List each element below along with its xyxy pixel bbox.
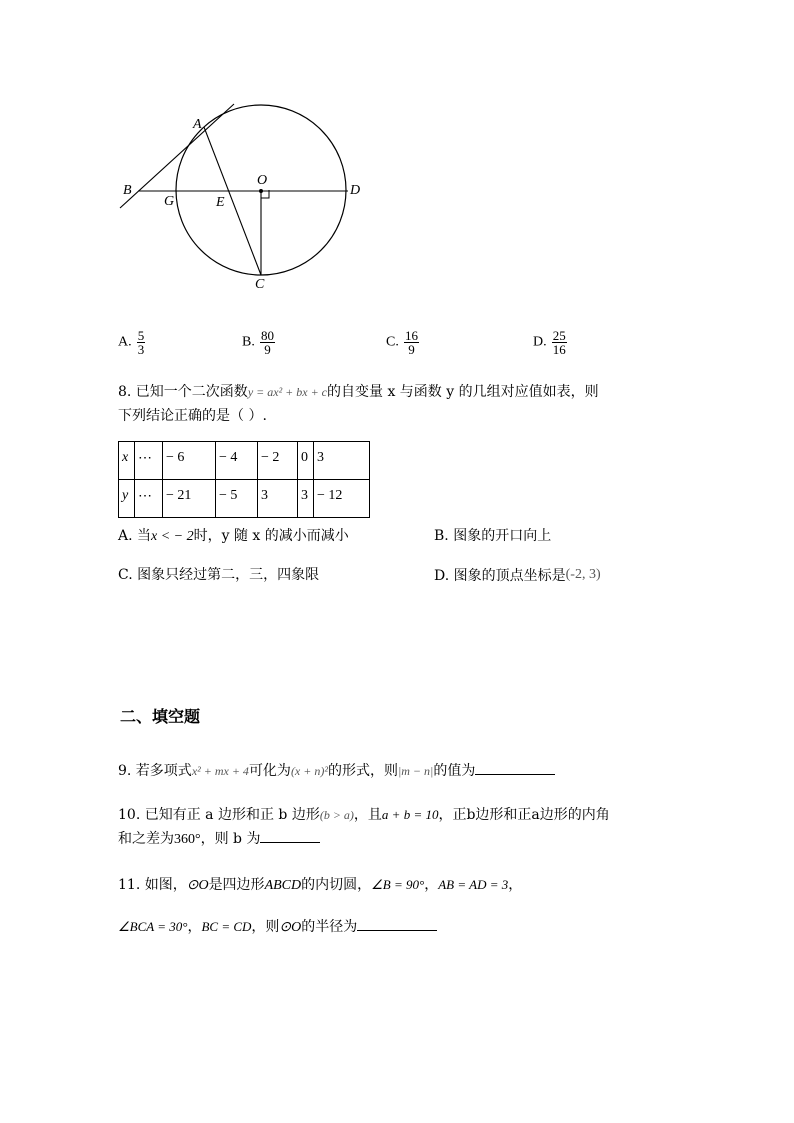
q10-cond: (b > a)	[319, 808, 354, 822]
table-cell: ⋯	[135, 480, 163, 518]
table-cell: − 21	[163, 480, 216, 518]
q11-angle-b: ∠B = 90°	[371, 877, 425, 892]
q8-line2: 下列结论正确的是（ ）.	[118, 408, 267, 424]
denominator: 9	[408, 342, 415, 357]
q8-option-a[interactable]	[118, 527, 349, 546]
q10-p2: ，且	[353, 807, 382, 823]
q8-option-a-label: A. 当	[118, 528, 152, 544]
q11-p4: ，则	[251, 919, 280, 935]
q9-mid: 可化为	[248, 763, 291, 779]
q11-line1	[118, 876, 522, 895]
q11-sep2: ，	[187, 919, 202, 935]
q11-bc: BC = CD	[201, 919, 252, 934]
denominator: 3	[137, 342, 145, 357]
q11-quad: ABCD	[264, 878, 302, 893]
table-cell: 3	[258, 480, 298, 518]
q11-ab: AB = AD = 3	[438, 877, 509, 892]
q7-option-d[interactable]	[533, 329, 567, 356]
label-o: O	[257, 173, 268, 188]
table-cell: − 4	[216, 442, 258, 480]
table-cell: 3	[298, 480, 314, 518]
label-g: G	[164, 194, 175, 209]
option-letter: C.	[386, 334, 399, 350]
circle-figure	[110, 100, 380, 300]
numerator: 80	[260, 328, 274, 343]
fraction	[260, 329, 275, 356]
table-cell: ⋯	[135, 442, 163, 480]
q8-option-a-rest: 时，y 随 x 的减小而减小	[193, 528, 349, 544]
label-e: E	[216, 195, 225, 210]
q11-p3: 的内切圆，	[301, 877, 372, 893]
table-row-x	[119, 442, 370, 480]
q8-option-d-math: (-2, 3)	[565, 567, 601, 582]
q11-angle-bca: ∠BCA = 30°	[118, 919, 188, 934]
chord-ac	[204, 127, 261, 275]
q11-comma: ，	[508, 877, 523, 893]
q11-circ: ⊙O	[186, 878, 209, 893]
q8-option-b[interactable]: B. 图象的开口向上	[434, 528, 552, 544]
label-d: D	[350, 183, 361, 198]
option-letter: D.	[533, 334, 547, 350]
q7-option-c[interactable]	[386, 329, 419, 356]
q9-abs: |m − n|	[397, 764, 434, 778]
fraction	[404, 329, 419, 356]
q10-angle: 360°	[174, 832, 201, 847]
table-cell: 3	[314, 442, 370, 480]
answer-blank[interactable]	[475, 774, 555, 775]
q8-option-d[interactable]	[434, 566, 601, 585]
q9-line	[118, 762, 555, 780]
label-b: B	[123, 183, 132, 198]
q7-option-b[interactable]	[242, 329, 275, 356]
denominator: 16	[552, 342, 566, 357]
q8-option-c[interactable]: C. 图象只经过第二，三，四象限	[118, 567, 320, 583]
q11-p5: 的半径为	[301, 919, 358, 935]
q8-line1	[118, 383, 599, 401]
table-cell: 0	[298, 442, 314, 480]
option-letter: A.	[118, 334, 132, 350]
q10-p3: ，正b边形和正a边形的内角	[438, 807, 610, 823]
q11-p1: 11. 如图，	[118, 877, 187, 893]
q11-sep: ，	[424, 877, 439, 893]
q8-middle: 的自变量 x 与函数 y 的几组对应值如表，则	[327, 384, 599, 400]
denominator: 9	[264, 342, 271, 357]
q7-option-a[interactable]	[118, 329, 145, 356]
q10-p5: ，则 b 为	[200, 831, 261, 847]
numerator: 16	[404, 328, 418, 343]
q9-poly: x² + mx + 4	[191, 764, 249, 778]
answer-blank[interactable]	[357, 930, 437, 931]
option-letter: B.	[242, 334, 255, 350]
fraction	[137, 329, 146, 356]
q8-prefix: 8. 已知一个二次函数	[118, 384, 248, 400]
fraction	[552, 329, 567, 356]
center-dot	[259, 189, 263, 193]
q9-suffix: 的值为	[433, 763, 476, 779]
q10-eq: a + b = 10	[381, 807, 439, 822]
table-cell: y	[119, 480, 135, 518]
q11-p2: 是四边形	[208, 877, 265, 893]
tangent-line-ba	[120, 104, 234, 208]
table-cell: − 2	[258, 442, 298, 480]
q10-p1: 10. 已知有正 a 边形和正 b 边形	[118, 807, 320, 823]
label-c: C	[255, 277, 265, 292]
q9-prefix: 9. 若多项式	[118, 763, 192, 779]
q8-formula: y = ax² + bx + c	[247, 385, 328, 399]
table-cell: x	[119, 442, 135, 480]
table-cell: − 12	[314, 480, 370, 518]
q8-option-d-text: D. 图象的顶点坐标是	[434, 568, 566, 584]
q10-p4: 和之差为	[118, 831, 174, 847]
label-a: A	[193, 117, 202, 132]
numerator: 5	[137, 328, 145, 343]
numerator: 25	[552, 328, 566, 343]
table-cell: − 5	[216, 480, 258, 518]
answer-blank[interactable]	[260, 842, 320, 843]
q11-line2	[118, 918, 437, 937]
section-title: 二、填空题	[120, 707, 201, 726]
q9-mid2: 的形式，则	[327, 763, 398, 779]
table-row-y	[119, 480, 370, 518]
q10-line1	[118, 806, 610, 824]
q11-circ2: ⊙O	[279, 920, 302, 935]
q8-option-a-math: x < − 2	[151, 529, 194, 544]
table-cell: − 6	[163, 442, 216, 480]
q9-form: (x + n)²	[290, 764, 328, 778]
q8-value-table	[118, 441, 370, 518]
q10-line2	[118, 830, 320, 849]
